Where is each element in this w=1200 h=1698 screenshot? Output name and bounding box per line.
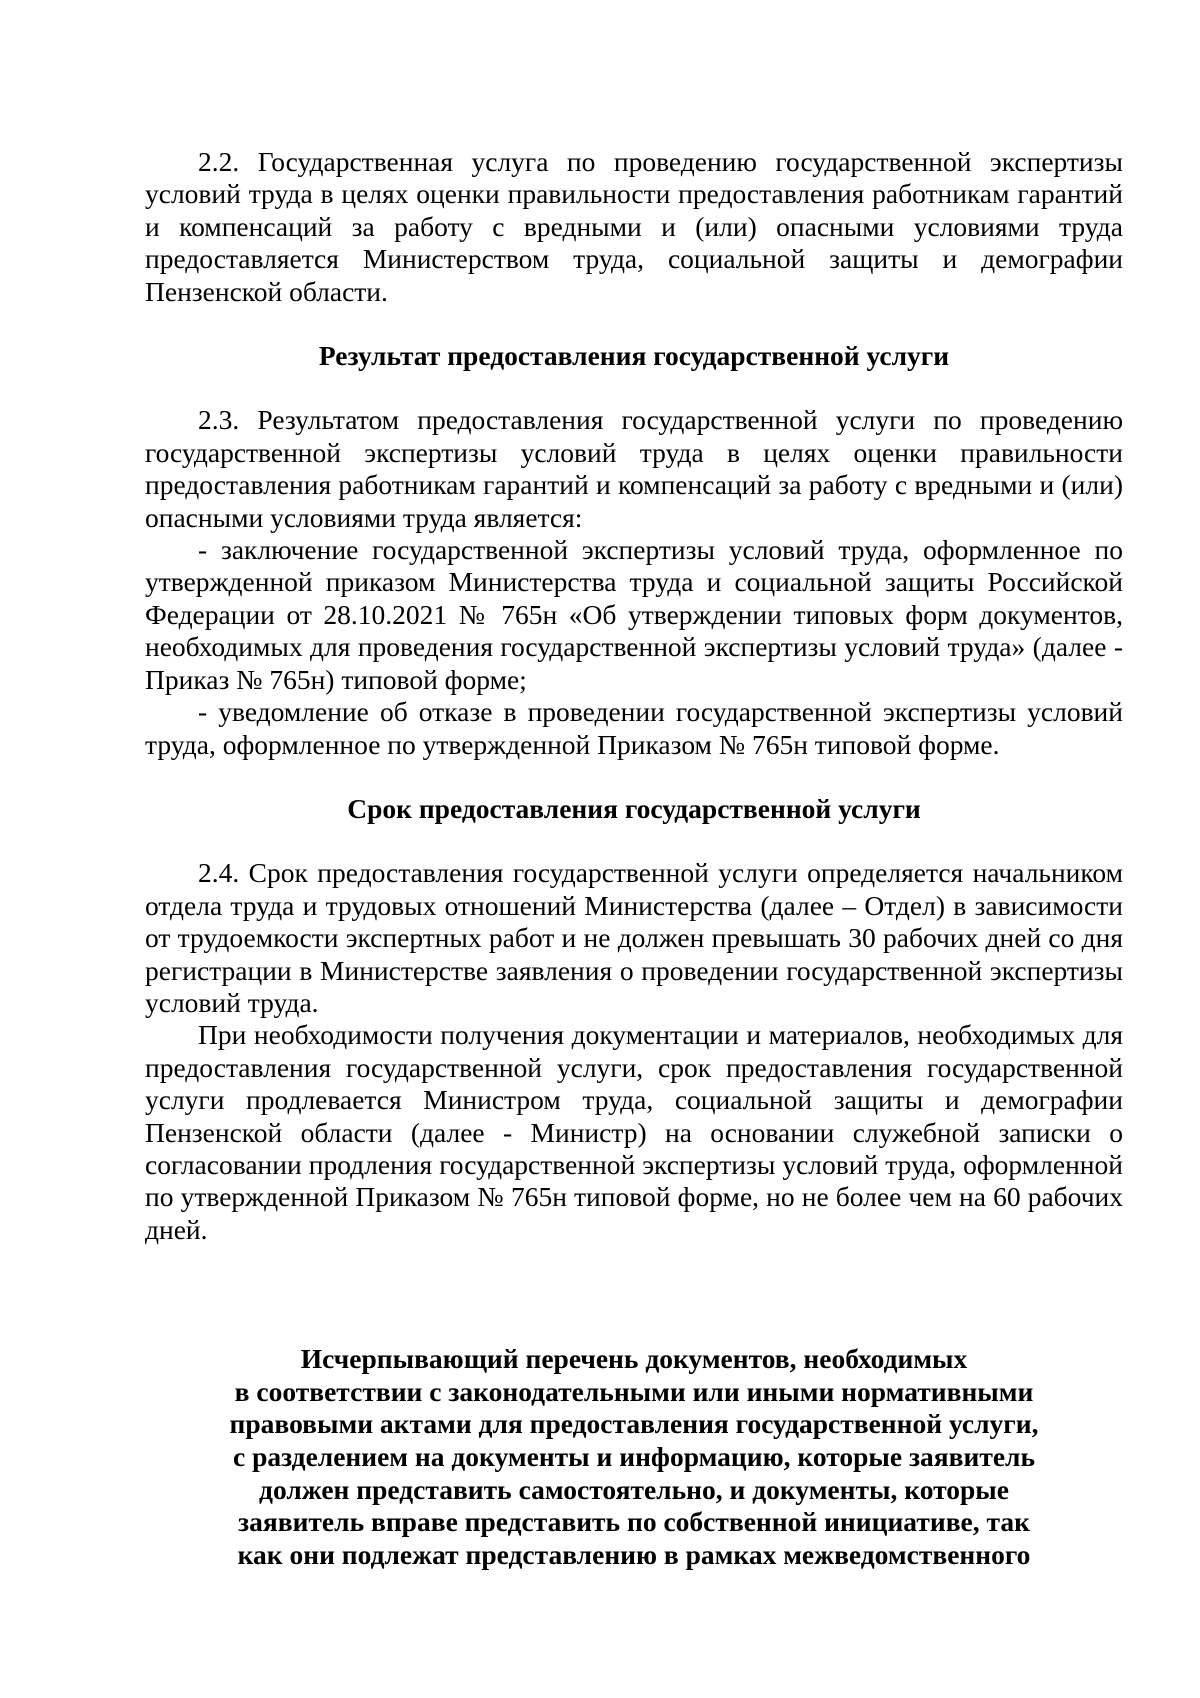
heading-line: должен представить самостоятельно, и документы, которые xyxy=(259,1473,1009,1505)
paragraph-2-3: 2.3. Результатом предоставления государственной услуги по проведению государственной экспертизы условий труда в целях оценки правильности предоставления работникам гарантий и компенсаций за работу с вредными и (или) опасными условиями труда является: xyxy=(145,404,1123,533)
heading-line: в соответствии с законодательными или иными нормативными xyxy=(234,1375,1034,1407)
heading-line: правовыми актами для предоставления государственной услуги, xyxy=(229,1408,1039,1440)
heading-line: с разделением на документы и информацию, которые заявитель xyxy=(232,1440,1036,1472)
paragraph-2-3-item-conclusion: - заключение государственной экспертизы условий труда, оформленное по утвержденной приказом Министерства труда и социальной защиты Российской Федерации от 28.10.2021 № 765н «Об утверждении типовых форм документов, необходимых для проведения государственной экспертизы условий труда» (далее - Приказ № 765н) типовой форме; xyxy=(145,534,1123,695)
paragraph-2-4-extension: При необходимости получения документации и материалов, необходимых для предоставления государственной услуги, срок предоставления государственной услуги продлевается Министром труда, социальной защиты и демографии Пензенской области (далее - Министр) на основании служебной записки о согласовании продления государственной экспертизы условий труда, оформленной по утвержденной Приказом № 765н типовой форме, но не более чем на 60 рабочих дней. xyxy=(145,1019,1123,1245)
heading-line: как они подлежат представлению в рамках межведомственного xyxy=(237,1538,1031,1570)
heading-service-term: Срок предоставления государственной услуги xyxy=(347,792,921,824)
heading-line: заявитель вправе представить по собственной инициативе, так xyxy=(238,1506,1030,1538)
paragraph-2-2: 2.2. Государственная услуга по проведению государственной экспертизы условий труда в целях оценки правильности предоставления работникам гарантий и компенсаций за работу с вредными и (или) опасными условиями труда предоставляется Министерством труда, социальной защиты и демографии Пензенской области. xyxy=(145,146,1123,307)
heading-service-result: Результат предоставления государственной услуги xyxy=(318,340,950,372)
heading-line: Исчерпывающий перечень документов, необходимых xyxy=(300,1343,968,1375)
paragraph-2-3-item-refusal: - уведомление об отказе в проведении государственной экспертизы условий труда, оформленное по утвержденной Приказом № 765н типовой форме. xyxy=(145,696,1123,760)
document-body xyxy=(145,146,1123,1571)
paragraph-2-4: 2.4. Срок предоставления государственной услуги определяется начальником отдела труда и трудовых отношений Министерства (далее – Отдел) в зависимости от трудоемкости экспертных работ и не должен превышать 30 рабочих дней со дня регистрации в Министерстве заявления о проведении государственной экспертизы условий труда. xyxy=(145,857,1123,1018)
heading-documents-list xyxy=(145,1343,1123,1571)
